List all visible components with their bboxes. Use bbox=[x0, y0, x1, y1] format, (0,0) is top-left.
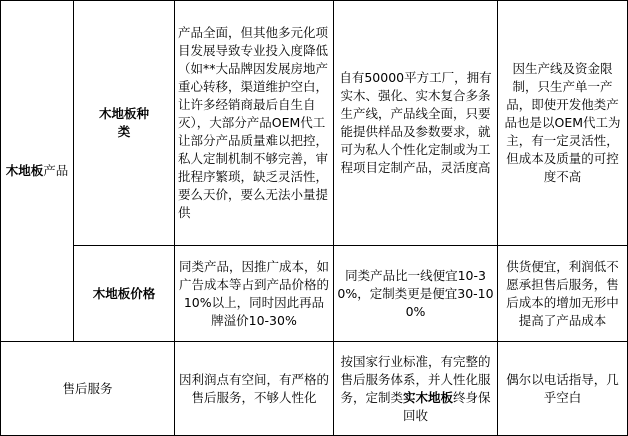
group-title-bold: 木地板 bbox=[5, 163, 44, 178]
table-row bbox=[1, 1, 628, 246]
row-label-service: 售后服务 bbox=[1, 342, 175, 436]
row-label-types: 木地板种类 bbox=[74, 1, 175, 246]
table-row bbox=[1, 246, 628, 342]
service-col-b-post: 终身保回收 bbox=[402, 389, 491, 423]
table-row bbox=[1, 342, 628, 436]
types-col-b-cell: 自有50000平方工厂，拥有实木、强化、实木复合多条生产线，产品线全面，只要能提供样品及参数要求，就可为私人个性化定制或为工程项目定制产品，灵活度高 bbox=[334, 1, 498, 246]
group-title-cell bbox=[1, 1, 74, 342]
service-col-b-bold: 实木地板 bbox=[402, 389, 453, 405]
service-col-b-cell bbox=[334, 342, 498, 436]
service-col-a-cell: 因利润点有空间，有严格的售后服务，不够人性化 bbox=[175, 342, 334, 436]
price-col-a-cell: 同类产品，因推广成本，如广告成本等占到产品价格的10%以上，同时因此再品牌溢价10-30% bbox=[175, 246, 334, 342]
group-title-rest: 产品 bbox=[43, 163, 69, 178]
service-col-b-pre: 按国家行业标准，有完整的售后服务体系，并人性化服务，定制类 bbox=[340, 353, 491, 405]
types-col-a-cell: 产品全面，但其他多元化项目发展导致专业投入度降低（如**大品牌因发展房地产重心转移，渠道维护空白，让许多经销商最后自生自灭），大部分产品OEM代工让部分产品质量难以把控，私人定制机制不够完善，审批程序繁琐，缺乏灵活性，要么天价，要么无法小量提供 bbox=[175, 1, 334, 246]
service-col-c-cell: 偶尔以电话指导，几乎空白 bbox=[498, 342, 628, 436]
price-col-c-cell: 供货便宜，利润低不愿承担售后服务，售后成本的增加无形中提高了产品成本 bbox=[498, 246, 628, 342]
price-col-b-cell: 同类产品比一线便宜10-30%，定制类更是便宜30-100% bbox=[334, 246, 498, 342]
types-col-c-cell: 因生产线及资金限制，只生产单一产品，即使开发他类产品也是以OEM代工为主，有一定灵活性，但成本及质量的可控度不高 bbox=[498, 1, 628, 246]
row-label-price: 木地板价格 bbox=[74, 246, 175, 342]
